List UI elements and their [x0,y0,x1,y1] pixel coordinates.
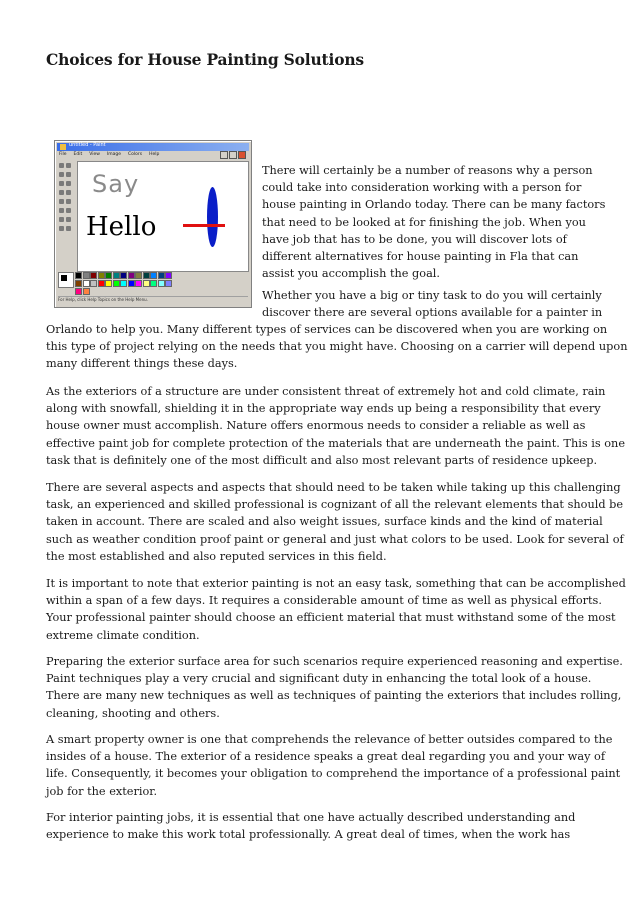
color-swatch [83,280,90,287]
paragraph-6 [46,653,623,722]
color-swatch [128,280,135,287]
text-line: For interior painting jobs, it is essential that one have actually described understanding and [46,811,576,824]
text-line: cleaning, shooting and others. [46,706,220,720]
text-line: Your professional painter should choose an efficient material that must withstand some of the most [46,611,616,625]
color-swatch [128,272,135,279]
color-swatch [120,272,127,279]
drawing-canvas [77,161,249,272]
text-line: Whether you have a big or tiny task to do you will certainly [262,289,602,302]
menu-view: View [89,152,100,157]
paint-screenshot-image [54,140,252,308]
pencil-tool-icon [59,190,64,195]
text-line: Preparing the exterior surface area for such scenarios require experienced reasoning and expertise. [46,655,623,668]
color-swatch [105,280,112,287]
color-swatch [143,280,150,287]
paragraph-8 [46,809,575,843]
text-line: task that is definitely one of the most difficult and also most relevant parts of residence upkeep. [46,453,598,467]
rect-tool-icon [59,217,64,222]
text-line: have job that has to be done, you will discover lots of [262,232,567,246]
text-line: As the exteriors of a structure are under consistent threat of extremely hot and cold climate, rain [46,385,606,398]
paragraph-1 [262,162,605,282]
menu-bar [57,152,249,159]
curve-tool-icon [66,208,71,213]
text-line: Paint techniques play a very crucial and significant duty in enhancing the total look of a house. [46,672,592,686]
text-line: A smart property owner is one that comprehends the relevance of better outsides compared to the [46,733,613,746]
menu-image: Image [106,152,122,157]
color-swatch [165,280,172,287]
ellipse-tool-icon [59,226,64,231]
text-line: life. Consequently, it becomes your obligation to comprehend the importance of a professional paint [46,767,621,781]
color-swatch [150,280,157,287]
red-line [183,224,225,227]
text-line: task, an experienced and skilled professional is cognizant of all the relevant elements that should be [46,498,624,512]
brush-tool-icon [66,190,71,195]
rounded-rect-tool-icon [66,226,71,231]
text-line: many different things these days. [46,357,238,371]
text-line: taken in account. There are scaled and also weight issues, surface kinds and the kind of material [46,515,603,529]
text-line: that need to be looked at for finishing the job. When you [262,215,586,229]
spray-tool-icon [59,199,64,204]
window-titlebar [57,143,249,151]
color-swatch [105,272,112,279]
menu-help: Help [149,152,160,157]
paragraph-2 [46,321,627,373]
text-line: could take into consideration working with a person for [262,181,582,195]
color-swatch [120,280,127,287]
text-line: There are several aspects and aspects that should need to be taken while taking up this challenging [46,481,621,494]
color-swatch [113,272,120,279]
fill-tool-icon [66,172,71,177]
color-swatch [90,272,97,279]
text-line: experience to make this work total professionally. A great deal of times, when the work has [46,828,571,842]
color-palette [58,272,248,286]
eraser-tool-icon [59,172,64,177]
text-line: It is important to note that exterior painting is not an easy task, something that can be accomplished [46,577,626,590]
color-swatch [135,272,142,279]
select-tool-icon [59,163,64,168]
color-swatch [113,280,120,287]
text-line: insides of a house. The exterior of a residence speaks a great deal regarding you and your way of [46,750,606,764]
color-swatch [75,288,82,295]
menu-edit: Edit [73,152,83,157]
text-line: along with snowfall, shielding it in the appropriate way ends up being a responsibility that every [46,402,601,416]
text-line: discover there are several options available for a painter in [262,306,603,320]
lasso-tool-icon [66,163,71,168]
color-swatch [75,280,82,287]
paragraph-5 [46,575,626,644]
color-swatch [83,272,90,279]
paint-app-icon [60,144,66,150]
color-swatch [135,280,142,287]
color-swatch [150,272,157,279]
toolbox [58,161,72,267]
polygon-tool-icon [66,217,71,222]
paragraph-4 [46,479,624,565]
canvas-say-text: Say [92,170,140,198]
color-swatch [165,272,172,279]
current-color [58,272,74,288]
text-line: Orlando to help you. Many different types of services can be discovered when you are working on [46,323,608,336]
canvas-hello-text: Hello [86,212,157,242]
text-line: effective paint job for complete protection of the materials that are underneath the paint. This is one [46,436,626,450]
blue-ellipse [207,187,218,247]
text-line: extreme climate condition. [46,628,200,642]
color-swatch [98,280,105,287]
paragraph-3 [46,383,625,469]
color-swatch [143,272,150,279]
text-line: within a span of a few days. It requires a considerable amount of time as well as physical efforts. [46,594,602,608]
color-swatch [158,280,165,287]
paragraph-7 [46,731,620,800]
color-swatches [75,272,175,296]
color-swatch [75,272,82,279]
picker-tool-icon [59,181,64,186]
text-line: different alternatives for house painting in Fla that can [262,250,579,264]
color-swatch [90,280,97,287]
zoom-tool-icon [66,181,71,186]
line-tool-icon [59,208,64,213]
text-line: There will certainly be a number of reasons why a person [262,164,593,177]
text-line: the most established and also reputed services in this field. [46,549,387,563]
menu-colors: Colors [128,152,143,157]
text-tool-icon [66,199,71,204]
window-title: untitled - Paint [69,142,106,148]
status-bar: For Help, click Help Topics on the Help Menu. [58,296,248,305]
color-swatch [98,272,105,279]
text-line: There are many new techniques as well as techniques of painting the exteriors that includes rolling, [46,689,622,703]
text-line: such as weather condition proof paint or general and just what colors to be used. Look for several of [46,532,624,546]
text-line: job for the exterior. [46,784,158,798]
text-line: house painting in Orlando today. There can be many factors [262,198,606,212]
text-line: house owner must accomplish. Nature offers enormous needs to consider a reliable as well as [46,419,586,433]
text-line: this type of project relying on the needs that you might have. Choosing on a carrier will depend upon [46,340,628,354]
text-line: assist you accomplish the goal. [262,267,441,281]
color-swatch [83,288,90,295]
menu-file: File [59,152,67,157]
paragraph-2-wrap [262,287,602,321]
color-swatch [158,272,165,279]
page-title: Choices for House Painting Solutions [46,50,364,69]
